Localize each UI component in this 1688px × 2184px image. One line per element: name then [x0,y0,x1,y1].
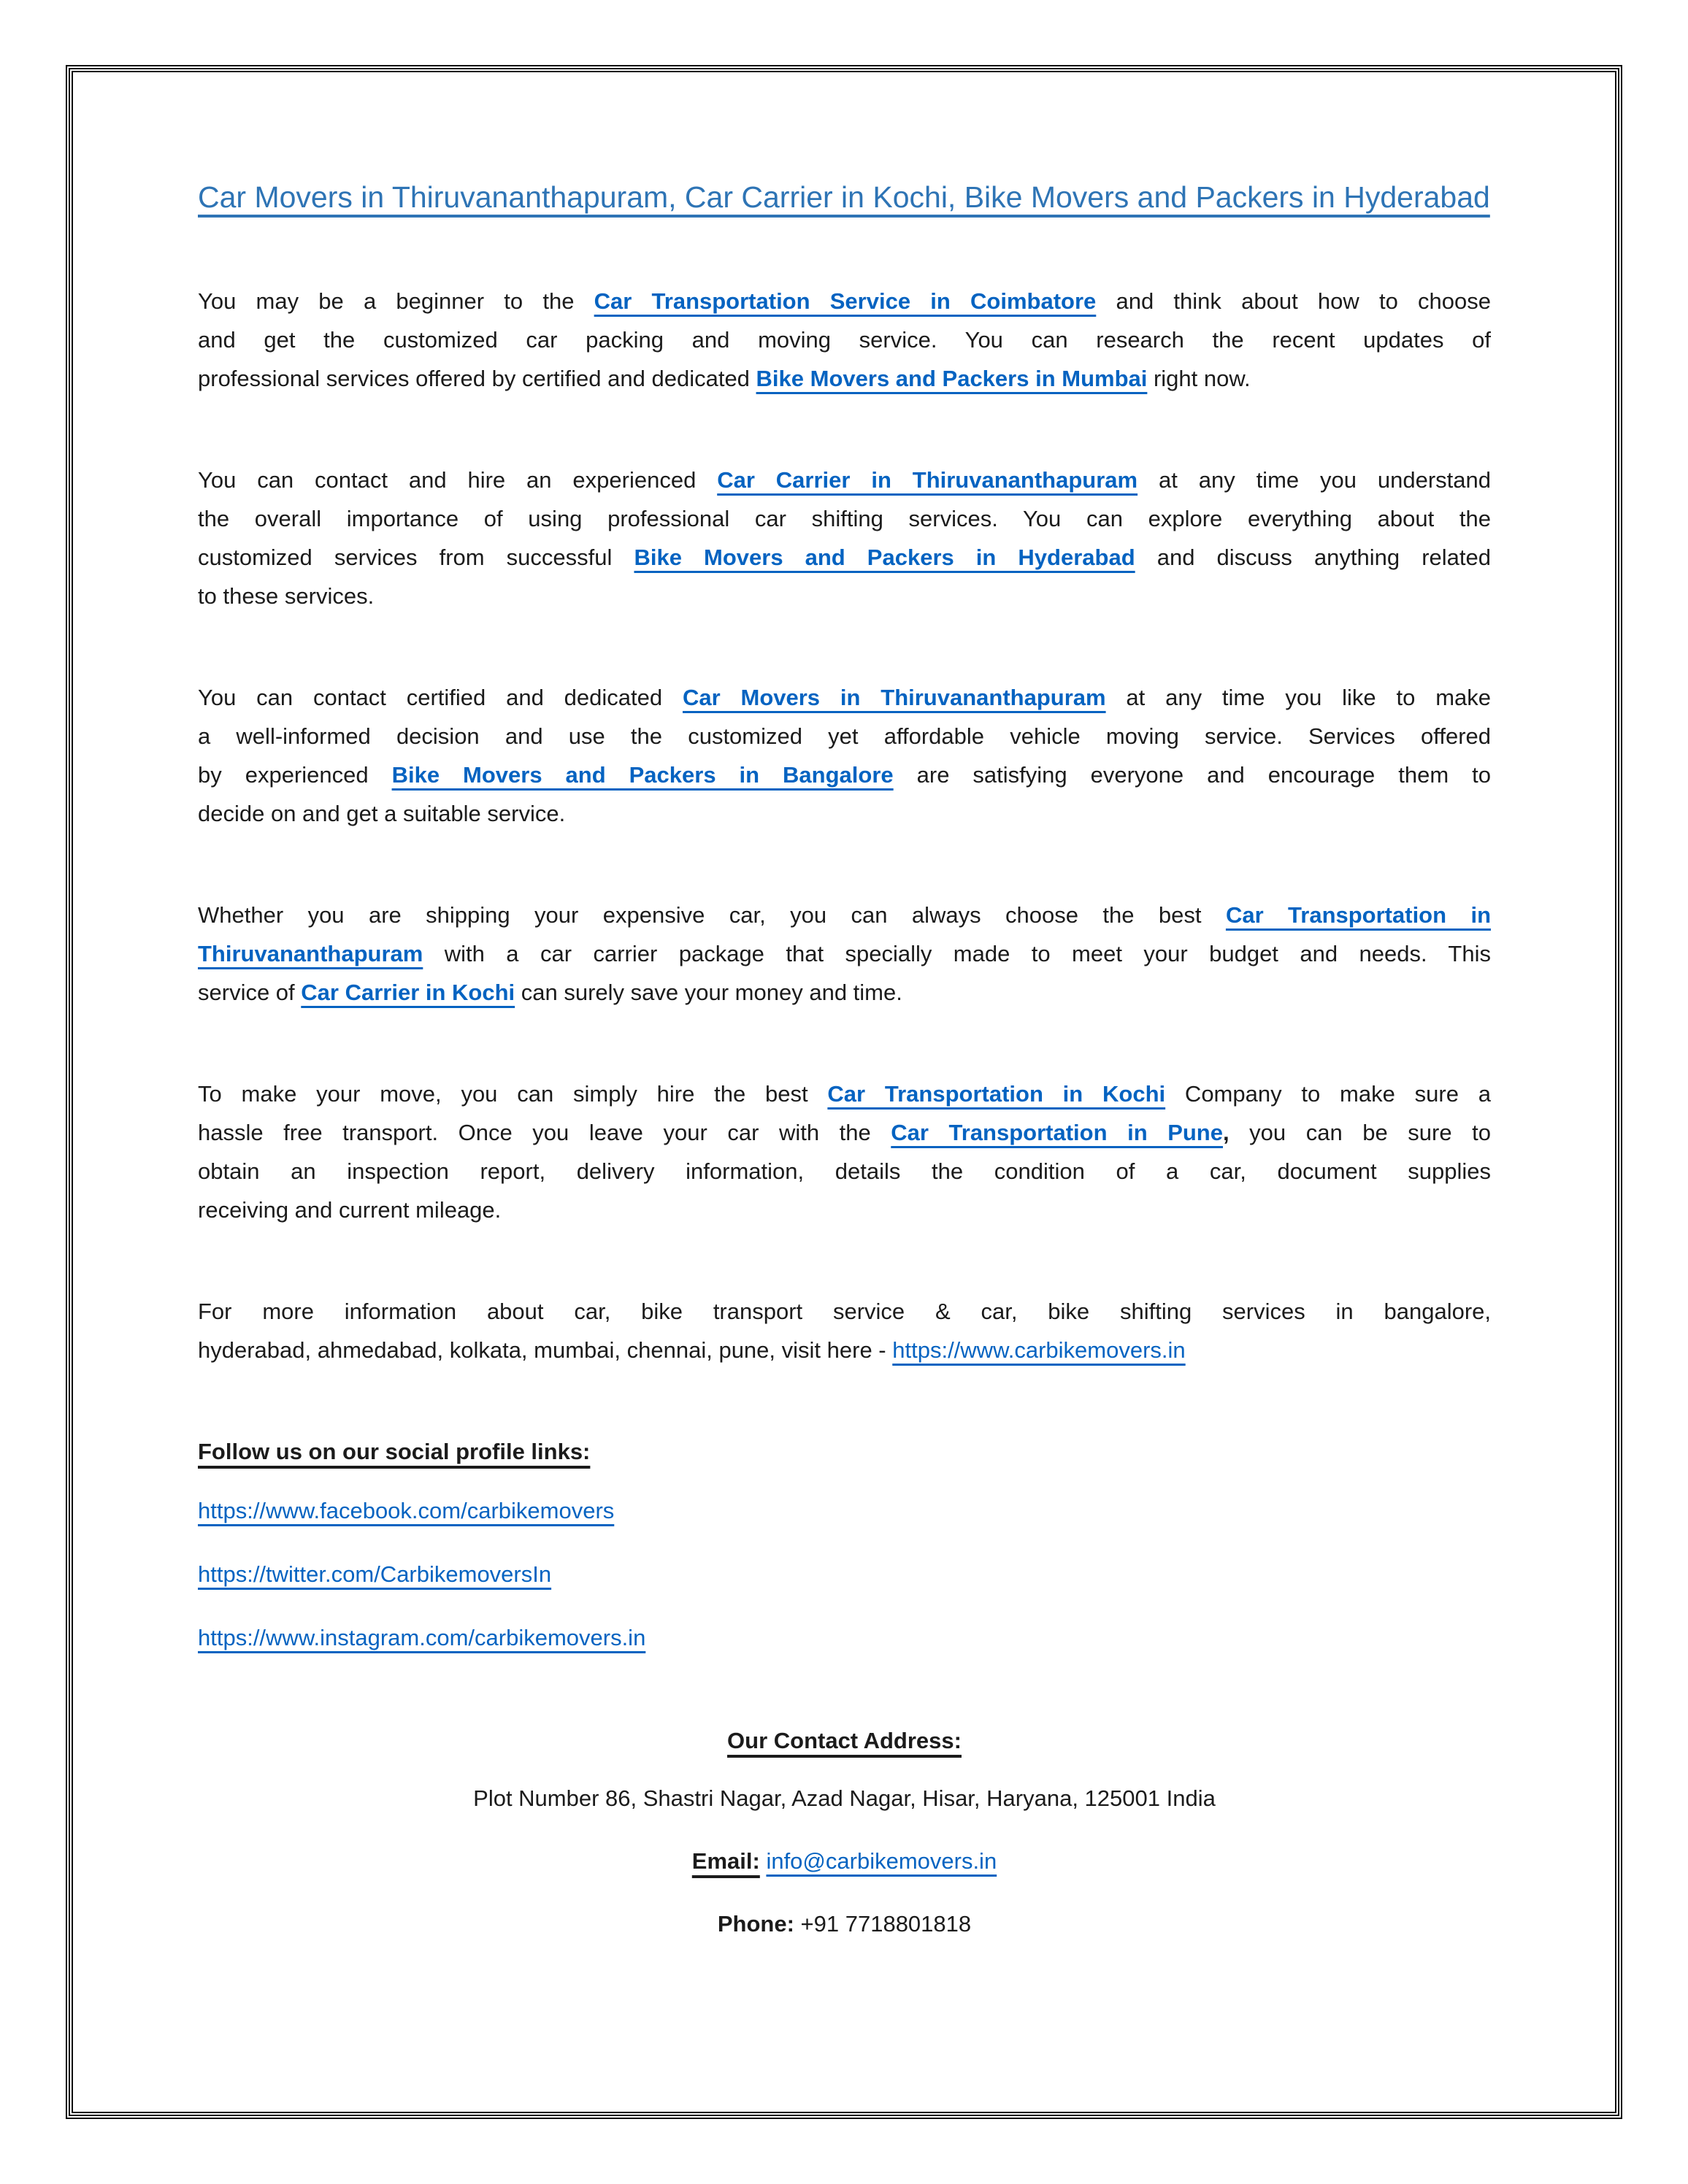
contact-email-line [198,1842,1491,1880]
text-line [198,577,1491,615]
inline-link[interactable]: Car Carrier in Thiruvananthapuram [717,467,1138,493]
text-run: You can contact certified and dedicated [198,685,683,710]
text-run: Company to make sure a [1165,1081,1491,1107]
text-line [198,1292,1491,1331]
social-link-row [198,1618,1491,1657]
text-line [198,717,1491,755]
text-run: Whether you are shipping your expensive car, you can always choose the best [198,902,1226,928]
text-run: hyderabad, ahmedabad, kolkata, mumbai, chennai, pune, visit here - [198,1337,893,1363]
text-line [198,1331,1491,1369]
inline-link[interactable]: Car Transportation Service in Coimbatore [594,288,1097,314]
text-run: You may be a beginner to the [198,288,594,314]
text-line [198,973,1491,1012]
text-run: and get the customized car packing and moving service. You can research the recent updates of [198,327,1491,353]
text-run: For more information about car, bike transport service & car, bike shifting services in bangalore, [198,1299,1491,1324]
text-run: at any time you understand [1138,467,1491,493]
paragraph [198,1292,1491,1369]
email-link[interactable]: info@carbikemovers.in [766,1848,997,1874]
inline-link[interactable]: Car Transportation in [1225,902,1492,928]
inline-link[interactable]: Car Transportation in Kochi [827,1081,1166,1107]
inline-link[interactable]: https://www.carbikemovers.in [892,1337,1186,1363]
facebook-link[interactable]: https://www.facebook.com/carbikemovers [198,1498,615,1523]
text-line [198,678,1491,717]
text-run: at any time you like to make [1105,685,1491,710]
body-paragraphs [198,282,1491,1369]
page-title: Car Movers in Thiruvananthapuram, Car Carrier in Kochi, Bike Movers and Packers in Hyderabad [198,180,1490,214]
text-run: hassle free transport. Once you leave your car with the [198,1120,891,1145]
contact-phone-line [198,1904,1491,1943]
inline-link[interactable]: Bike Movers and Packers in Hyderabad [634,545,1135,570]
text-line [198,320,1491,359]
text-line [198,499,1491,538]
phone-number: +91 7718801818 [800,1911,972,1937]
text-run: professional services offered by certified and dedicated [198,366,756,391]
text-line [198,1113,1491,1152]
text-run: a well-informed decision and use the customized yet affordable vehicle moving service. Services offered [198,723,1491,749]
inline-link[interactable]: Bike Movers and Packers in Bangalore [391,762,894,788]
page-border-outer [66,65,1622,2119]
text-line [198,896,1491,934]
text-line [198,1152,1491,1191]
instagram-link[interactable]: https://www.instagram.com/carbikemovers.in [198,1625,646,1650]
inline-link[interactable]: Thiruvananthapuram [198,941,423,966]
text-line [198,538,1491,577]
text-line [198,755,1491,794]
text-line [198,934,1491,973]
page-border-inner [72,71,1616,2113]
social-link-row [198,1555,1491,1593]
social-section-heading: Follow us on our social profile links: [198,1439,591,1464]
inline-link[interactable]: Car Carrier in Kochi [301,980,515,1005]
text-run: with a car carrier package that specially made to meet your budget and needs. This [423,941,1491,966]
paragraph [198,282,1491,398]
text-line [198,1074,1491,1113]
paragraph [198,678,1491,833]
text-run: and think about how to choose [1096,288,1491,314]
text-run: by experienced [198,762,392,788]
text-run: You can contact and hire an experienced [198,467,718,493]
text-line [198,282,1491,320]
text-run: obtain an inspection report, delivery information, details the condition of a car, document supplies [198,1158,1491,1184]
inline-link[interactable]: Bike Movers and Packers in Mumbai [756,366,1148,391]
text-line [198,461,1491,499]
contact-address: Plot Number 86, Shastri Nagar, Azad Nagar, Hisar, Haryana, 125001 India [473,1785,1216,1811]
inline-link[interactable]: Car Transportation in Pune [891,1120,1223,1145]
text-run: To make your move, you can simply hire the best [198,1081,828,1107]
document-content [73,72,1615,1943]
text-run: to these services. [198,583,375,609]
phone-label: Phone: [717,1911,794,1937]
page-border-middle [69,68,1619,2116]
paragraph [198,896,1491,1012]
paragraph [198,461,1491,615]
paragraph [198,1074,1491,1229]
text-run: decide on and get a suitable service. [198,801,566,826]
contact-section-heading: Our Contact Address: [727,1728,962,1753]
text-run: are satisfying everyone and encourage them to [893,762,1491,788]
email-label: Email: [691,1848,760,1874]
text-run: can surely save your money and time. [515,980,902,1005]
spacer [794,1911,801,1937]
text-run: receiving and current mileage. [198,1197,502,1223]
inline-link[interactable]: Car Movers in Thiruvananthapuram [682,685,1106,710]
bold-text-run: , [1223,1120,1229,1145]
text-line [198,359,1491,398]
twitter-link[interactable]: https://twitter.com/CarbikemoversIn [198,1561,552,1587]
text-run: the overall importance of using professional car shifting services. You can explore everything about the [198,506,1491,531]
text-run: customized services from successful [198,545,634,570]
social-link-row [198,1491,1491,1530]
text-run: and discuss anything related [1135,545,1491,570]
text-run: right now. [1147,366,1251,391]
text-line [198,794,1491,833]
text-line [198,1191,1491,1229]
text-run: you can be sure to [1229,1120,1491,1145]
text-run: service of [198,980,302,1005]
